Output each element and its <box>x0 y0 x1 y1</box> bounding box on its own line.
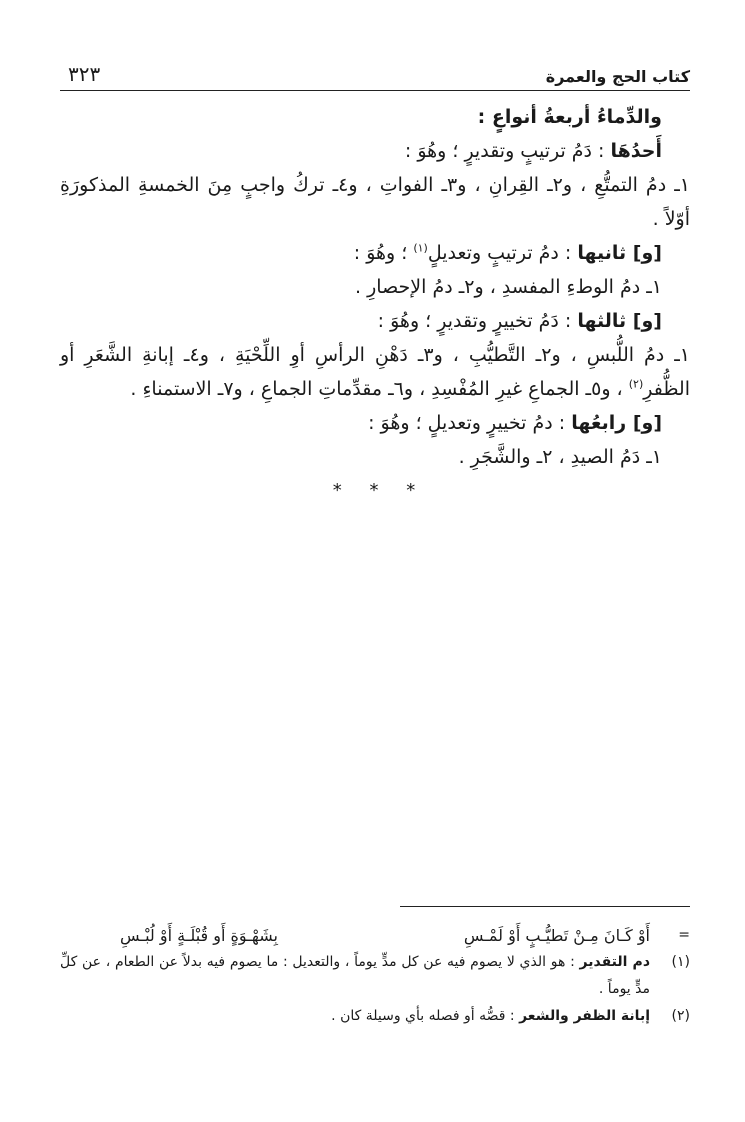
type-four <box>60 406 690 440</box>
type-three-items-a: ١ـ دمُ اللُّبسِ ، و٢ـ التَّطيُّبِ ، و٣ـ دَهْنِ الرأسِ أوِ اللِّحْيَةِ ، و٤ـ إبانةِ الشَّعَرِ أو الظُّفرِ <box>60 344 690 400</box>
verse-left-hemistich: بِشَهْـوَةٍ أَو قُبْلَـةٍ أَوْ لُبْـسِ <box>120 926 278 945</box>
footnote-1-term: دم التقدير <box>579 954 651 970</box>
type-one-definition: : دَمُ ترتيبٍ وتقديرٍ ؛ وهُوَ : <box>404 140 611 162</box>
type-two <box>60 236 690 270</box>
footnote-rule <box>400 906 690 907</box>
type-three-label: [و] ثالثها <box>577 310 662 332</box>
footnote-verse <box>60 922 690 949</box>
running-header <box>60 54 690 86</box>
header-rule <box>60 90 690 91</box>
footnote-ref-2[interactable]: (٢) <box>628 377 644 391</box>
footnote-1-text: : هو الذي لا يصوم فيه عن كل مدٍّ يوماً ، والتعديل : ما يصوم فيه بدلاً عن الطعام ، عن كلِّ مدٍّ يوماً . <box>60 954 650 997</box>
footnote-2-mark: (٢) <box>671 1008 690 1024</box>
page-number: ٣٢٣ <box>68 62 101 86</box>
continuation-mark: = <box>678 927 690 943</box>
type-one-items: ١ـ دمُ التمتُّعِ ، و٢ـ القِرانِ ، و٣ـ الفواتِ ، و٤ـ تركُ واجبٍ مِنَ الخمسةِ المذكورَةِ أوّلاً . <box>60 174 690 230</box>
book-page <box>60 40 690 1100</box>
type-three-definition: : دَمُ تخييرٍ وتقديرٍ ؛ وهُوَ : <box>377 310 578 332</box>
type-one-label: أَحدُهَا <box>610 140 662 162</box>
section-heading: والدِّماءُ أربعةُ أنواعٍ : <box>477 106 662 128</box>
type-one <box>60 134 690 168</box>
footnotes <box>60 922 690 1030</box>
verse-line <box>60 922 650 949</box>
book-title: كتاب الحج والعمرة <box>545 67 690 86</box>
type-two-items: ١ـ دمُ الوطءِ المفسدِ ، و٢ـ دمُ الإحصارِ . <box>355 276 662 298</box>
type-two-definition: : دمُ ترتيبٍ وتعديلٍ <box>427 242 578 264</box>
type-three <box>60 304 690 338</box>
type-three-items-b: ، و٥ـ الجماعِ غيرِ المُفْسِدِ ، و٦ـ مقدِّماتِ الجماعِ ، و٧ـ الاستمناءِ . <box>130 378 629 400</box>
type-two-label: [و] ثانيها <box>577 242 662 264</box>
footnote-2-term: إبانة الظفر والشعر <box>519 1008 650 1024</box>
section-separator: * * * <box>332 480 418 501</box>
type-two-tail: ؛ وهُوَ : <box>353 242 414 264</box>
footnote-1 <box>60 949 690 1003</box>
verse-right-hemistich: أَوْ كَـانَ مِـنْ تَطيُّـبٍ أَوْ لَمْـسِ <box>463 926 650 945</box>
footnote-ref-1[interactable]: (١) <box>413 241 428 255</box>
type-four-items: ١ـ دَمُ الصيدِ ، ٢ـ والشَّجَرِ . <box>458 446 662 468</box>
footnote-1-mark: (١) <box>671 954 690 970</box>
type-three-items <box>60 338 690 406</box>
footnote-2-text: : قصُّه أو فصله بأي وسيلة كان . <box>331 1008 520 1024</box>
footnote-2 <box>60 1003 690 1030</box>
main-text <box>60 100 690 508</box>
type-four-label: [و] رابعُها <box>571 412 662 434</box>
type-four-definition: : دمُ تخييرٍ وتعديلٍ ؛ وهُوَ : <box>368 412 572 434</box>
